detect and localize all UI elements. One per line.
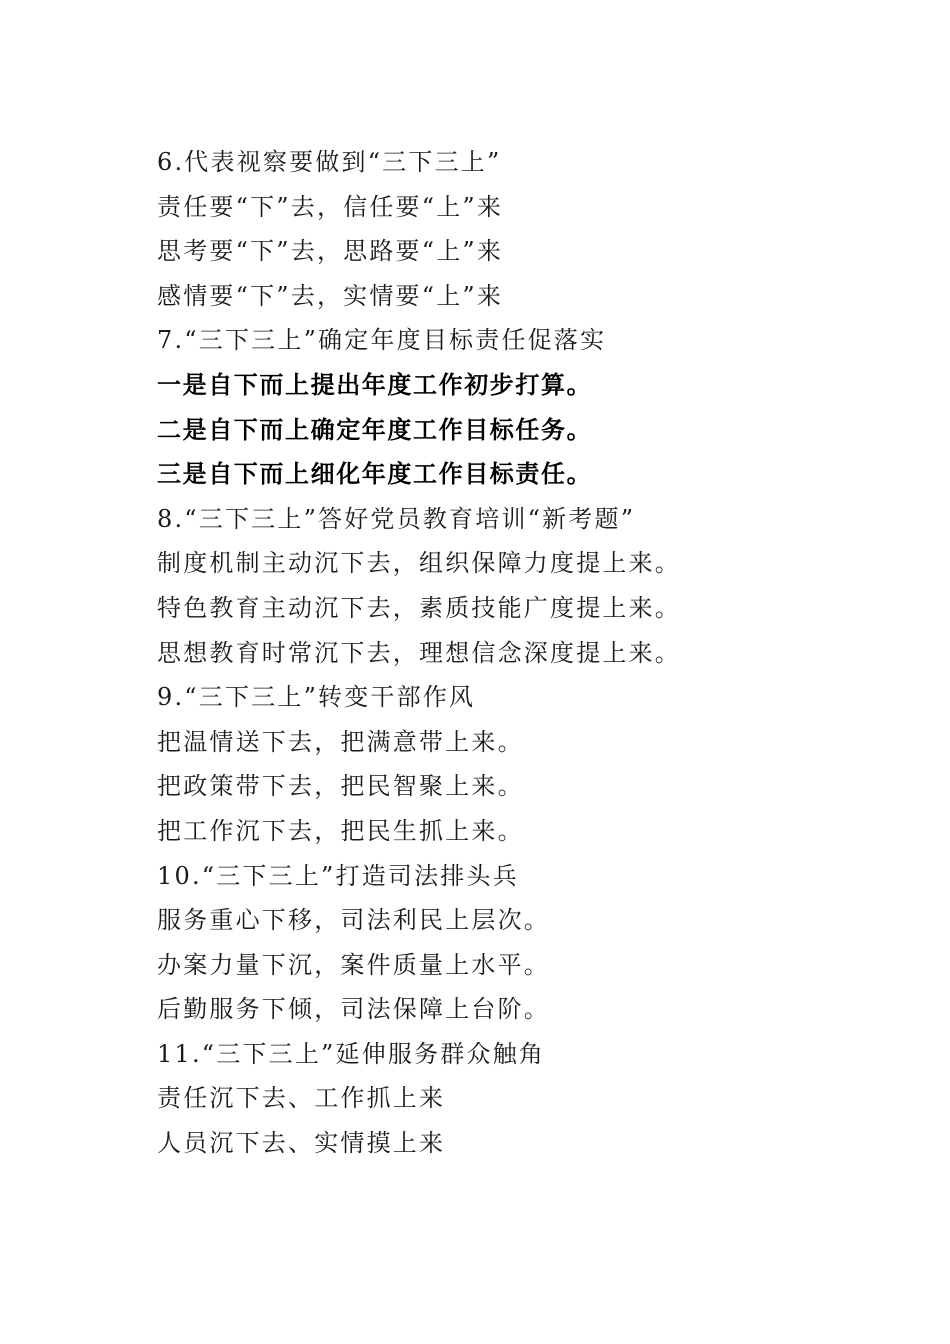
text-line: 责任沉下去、工作抓上来 (157, 1084, 446, 1113)
text-line: 后勤服务下倾，司法保障上台阶。 (157, 995, 550, 1024)
heading-item-10: 10.“三下三上”打造司法排头兵 (157, 861, 519, 890)
text-line: 把温情送下去，把满意带上来。 (157, 727, 524, 756)
bold-text-line: 三是自下而上细化年度工作目标责任。 (157, 459, 593, 489)
heading-item-8: 8.“三下三上”答好党员教育培训“新考题” (157, 504, 636, 533)
text-line: 人员沉下去、实情摸上来 (157, 1129, 446, 1158)
document-body (157, 140, 717, 1166)
text-line: 把工作沉下去，把民生抓上来。 (157, 816, 524, 845)
text-line: 制度机制主动沉下去，组织保障力度提上来。 (157, 549, 681, 578)
text-line: 感情要“下”去，实情要“上”来 (157, 281, 504, 310)
text-line: 服务重心下移，司法利民上层次。 (157, 906, 550, 935)
text-line: 思考要“下”去，思路要“上”来 (157, 237, 504, 266)
text-line: 思想教育时常沉下去，理想信念深度提上来。 (157, 638, 681, 667)
text-line: 办案力量下沉，案件质量上水平。 (157, 950, 550, 979)
heading-item-7: 7.“三下三上”确定年度目标责任促落实 (157, 326, 607, 355)
bold-text-line: 一是自下而上提出年度工作初步打算。 (157, 369, 593, 399)
text-line: 特色教育主动沉下去，素质技能广度提上来。 (157, 593, 681, 622)
heading-item-9: 9.“三下三上”转变干部作风 (157, 683, 476, 712)
heading-item-6: 6.代表视察要做到“三下三上” (157, 148, 502, 176)
bold-text-line: 二是自下而上确定年度工作目标任务。 (157, 414, 593, 444)
text-line: 把政策带下去，把民智聚上来。 (157, 772, 524, 801)
heading-item-11: 11.“三下三上”延伸服务群众触角 (157, 1039, 546, 1068)
text-line: 责任要“下”去，信任要“上”来 (157, 192, 504, 221)
